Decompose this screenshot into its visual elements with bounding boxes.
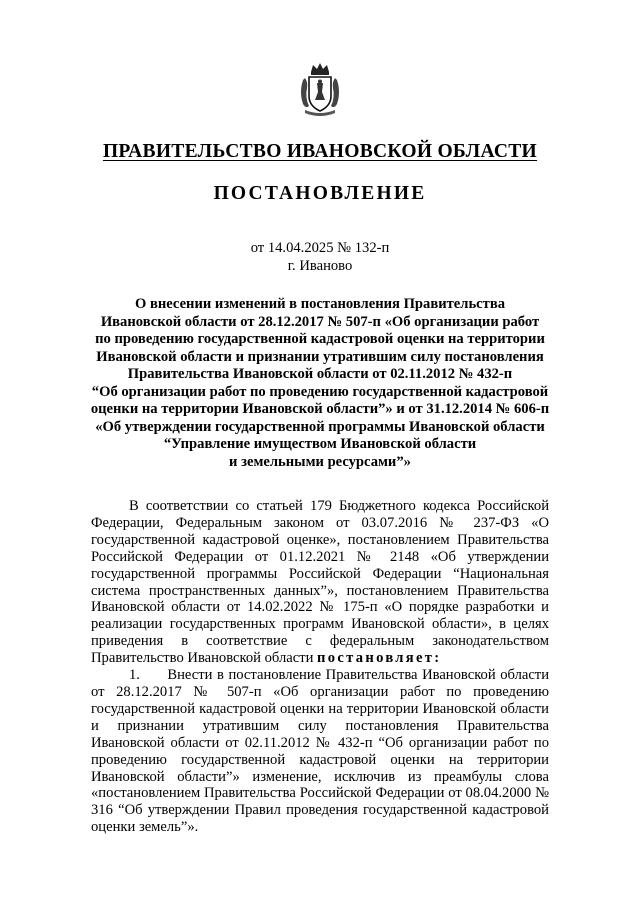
document-type: ПОСТАНОВЛЕНИЕ — [213, 183, 427, 204]
subject-line: и земельными ресурсами”» — [229, 453, 411, 470]
subject-line: оценки на территории Ивановской области”» и от 31.12.2014 № 606-п — [90, 401, 550, 417]
subject-line: “Об организации работ по проведению государственной кадастровой — [91, 383, 549, 400]
government-title: ПРАВИТЕЛЬСТВО ИВАНОВСКОЙ ОБЛАСТИ — [102, 141, 538, 162]
subject-line: О внесении изменений в постановления Правительства — [134, 296, 506, 312]
decree-word: постановляет: — [317, 650, 442, 667]
document-subject — [60, 296, 580, 471]
subject-line: по проведению государственной кадастровой оценки на территории — [95, 331, 545, 347]
document-body — [91, 498, 549, 836]
subject-line: Ивановской области от 28.12.2017 № 507-п «Об организации работ — [100, 313, 540, 330]
subject-line: Правительства Ивановской области от 02.11.2012 № 432-п — [127, 366, 513, 382]
subject-line: “Управление имуществом Ивановской области — [163, 436, 477, 452]
preamble-paragraph — [91, 498, 549, 667]
document-city: г. Иваново — [287, 258, 353, 274]
preamble-text: В соответствии со статьей 179 Бюджетного кодекса Российской Федерации, Федеральным законом от 03.07.2016 № 237-ФЗ «О государственной кадастровой оценке», постановлением Правительства Российской Федерации от 01.12.2021 № 2148 «Об утверждении государственной программы Российской Федерации “Национальная система пространственных данных”», постановлением Правительства Ивановской области от 14.02.2022 № 175-п «О порядке разработки и реализации государственных программ Ивановской области», в целях приведения в соответствие с федеральным законодательством Правительство Ивановской области — [91, 498, 549, 667]
subject-line: «Об утверждении государственной программы Ивановской области — [95, 418, 545, 435]
document-date-number: от 14.04.2025 № 132-п — [250, 240, 390, 256]
subject-line: Ивановской области и признании утратившим силу постановления — [96, 348, 544, 365]
coat-of-arms-icon — [297, 62, 343, 116]
item-1-paragraph: 1. Внести в постановление Правительства Ивановской области от 28.12.2017 № 507-п «Об организации работ по проведению государственной кадастровой оценки на территории Ивановской области и признании утратившим силу постановления Правительства Ивановской области от 02.11.2012 № 432-п “Об организации работ по проведению государственной кадастровой оценки на территории Ивановской области”» изменение, исключив из преамбулы слова «постановлением Правительства Российской Федерации от 08.04.2000 № 316 “Об утверждении Правил проведения государственной кадастровой оценки земель”». — [91, 667, 549, 836]
